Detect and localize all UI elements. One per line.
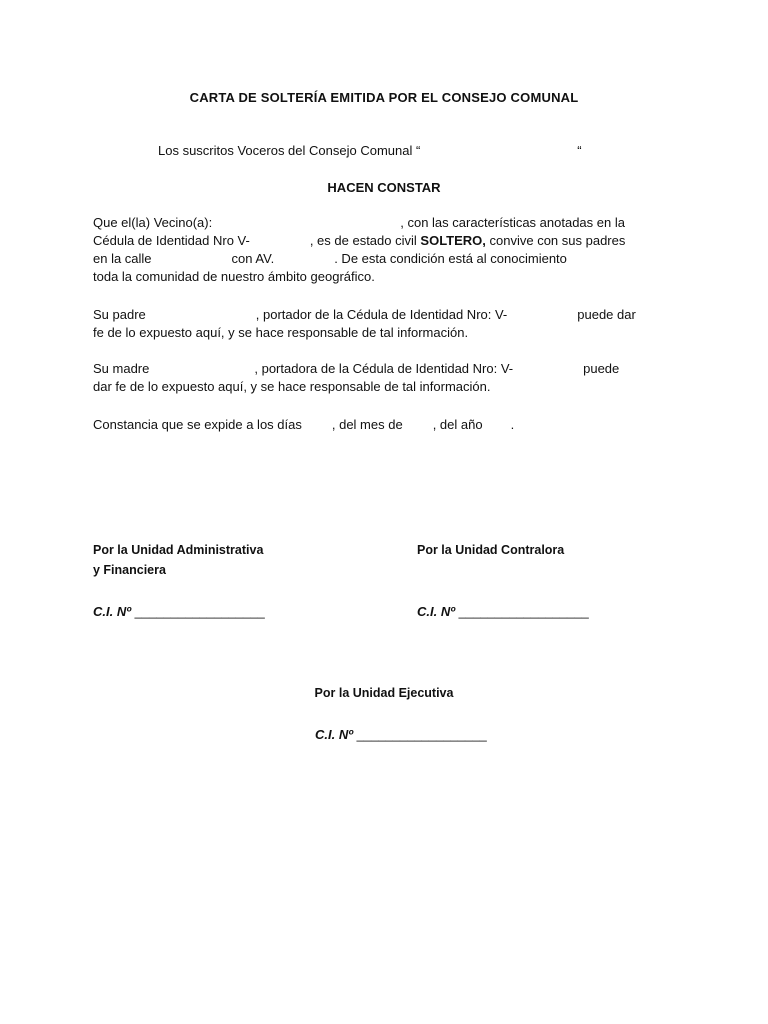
- section-heading: HACEN CONSTAR: [327, 180, 441, 195]
- intro-before: Los suscritos Voceros del Consejo Comunal “: [158, 143, 421, 158]
- p1-line-1: [93, 214, 675, 232]
- contralora-unit-label: Por la Unidad Contralora: [417, 543, 565, 557]
- admin-ci-line: [93, 604, 265, 619]
- admin-ci-label: C.I. Nº: [93, 604, 131, 619]
- p1-text-b: , con las características anotadas en la: [400, 215, 625, 230]
- p4-text-d: .: [510, 417, 515, 432]
- p3-text-d: dar fe de lo expuesto aquí, y se hace responsable de tal información.: [93, 379, 491, 394]
- ejecutiva-ci-label: C.I. Nº: [315, 727, 353, 742]
- intro-line: [158, 143, 582, 158]
- p1-text-c: Cédula de Identidad Nro V-: [93, 233, 250, 248]
- p3-text-b: , portadora de la Cédula de Identidad Nro: V-: [254, 361, 514, 376]
- contralora-ci-line: [417, 604, 589, 619]
- p2-text-a: Su padre: [93, 307, 146, 322]
- document-title: CARTA DE SOLTERÍA EMITIDA POR EL CONSEJO COMUNAL: [189, 90, 579, 105]
- p4-text-b: , del mes de: [331, 417, 403, 432]
- p1-line-4: [93, 268, 675, 286]
- ejecutiva-ci-blank: __________________: [356, 727, 487, 742]
- p1-text-i: toda la comunidad de nuestro ámbito geográfico.: [93, 269, 375, 284]
- p2-line-2: [93, 324, 675, 342]
- p1-text-d: , es de estado civil: [309, 233, 417, 248]
- paragraph-madre: [93, 360, 675, 396]
- ejecutiva-unit-label: Por la Unidad Ejecutiva: [314, 686, 454, 700]
- p1-line-3: [93, 250, 675, 268]
- paragraph-constancia: [93, 416, 675, 434]
- p1-text-h: . De esta condición está al conocimiento: [334, 251, 567, 266]
- paragraph-padre: [93, 306, 675, 342]
- paragraph-vecino: [93, 214, 675, 286]
- p3-text-c: puede: [583, 361, 620, 376]
- p4-text-c: , del año: [432, 417, 483, 432]
- admin-unit-label-2: y Financiera: [93, 563, 166, 577]
- contralora-ci-blank: __________________: [458, 604, 589, 619]
- p1-text-a: Que el(la) Vecino(a):: [93, 215, 213, 230]
- p3-line-1: [93, 360, 675, 378]
- admin-unit-label: Por la Unidad Administrativa: [93, 543, 264, 557]
- p2-text-c: puede dar: [577, 307, 636, 322]
- p2-text-b: , portador de la Cédula de Identidad Nro: V-: [255, 307, 508, 322]
- p1-text-g: con AV.: [231, 251, 275, 266]
- p2-line-1: [93, 306, 675, 324]
- p4-text-a: Constancia que se expide a los días: [93, 417, 302, 432]
- p3-text-a: Su madre: [93, 361, 150, 376]
- intro-after: “: [577, 143, 582, 158]
- p3-line-2: [93, 378, 675, 396]
- p1-text-e: convive con sus padres: [489, 233, 626, 248]
- p1-text-f: en la calle: [93, 251, 152, 266]
- p4-line-1: [93, 416, 675, 434]
- p2-text-d: fe de lo expuesto aquí, y se hace responsable de tal información.: [93, 325, 469, 340]
- contralora-ci-label: C.I. Nº: [417, 604, 455, 619]
- ejecutiva-ci-line: [315, 727, 487, 742]
- p1-line-2: [93, 232, 675, 250]
- admin-ci-blank: __________________: [134, 604, 265, 619]
- marital-status: SOLTERO,: [420, 233, 486, 248]
